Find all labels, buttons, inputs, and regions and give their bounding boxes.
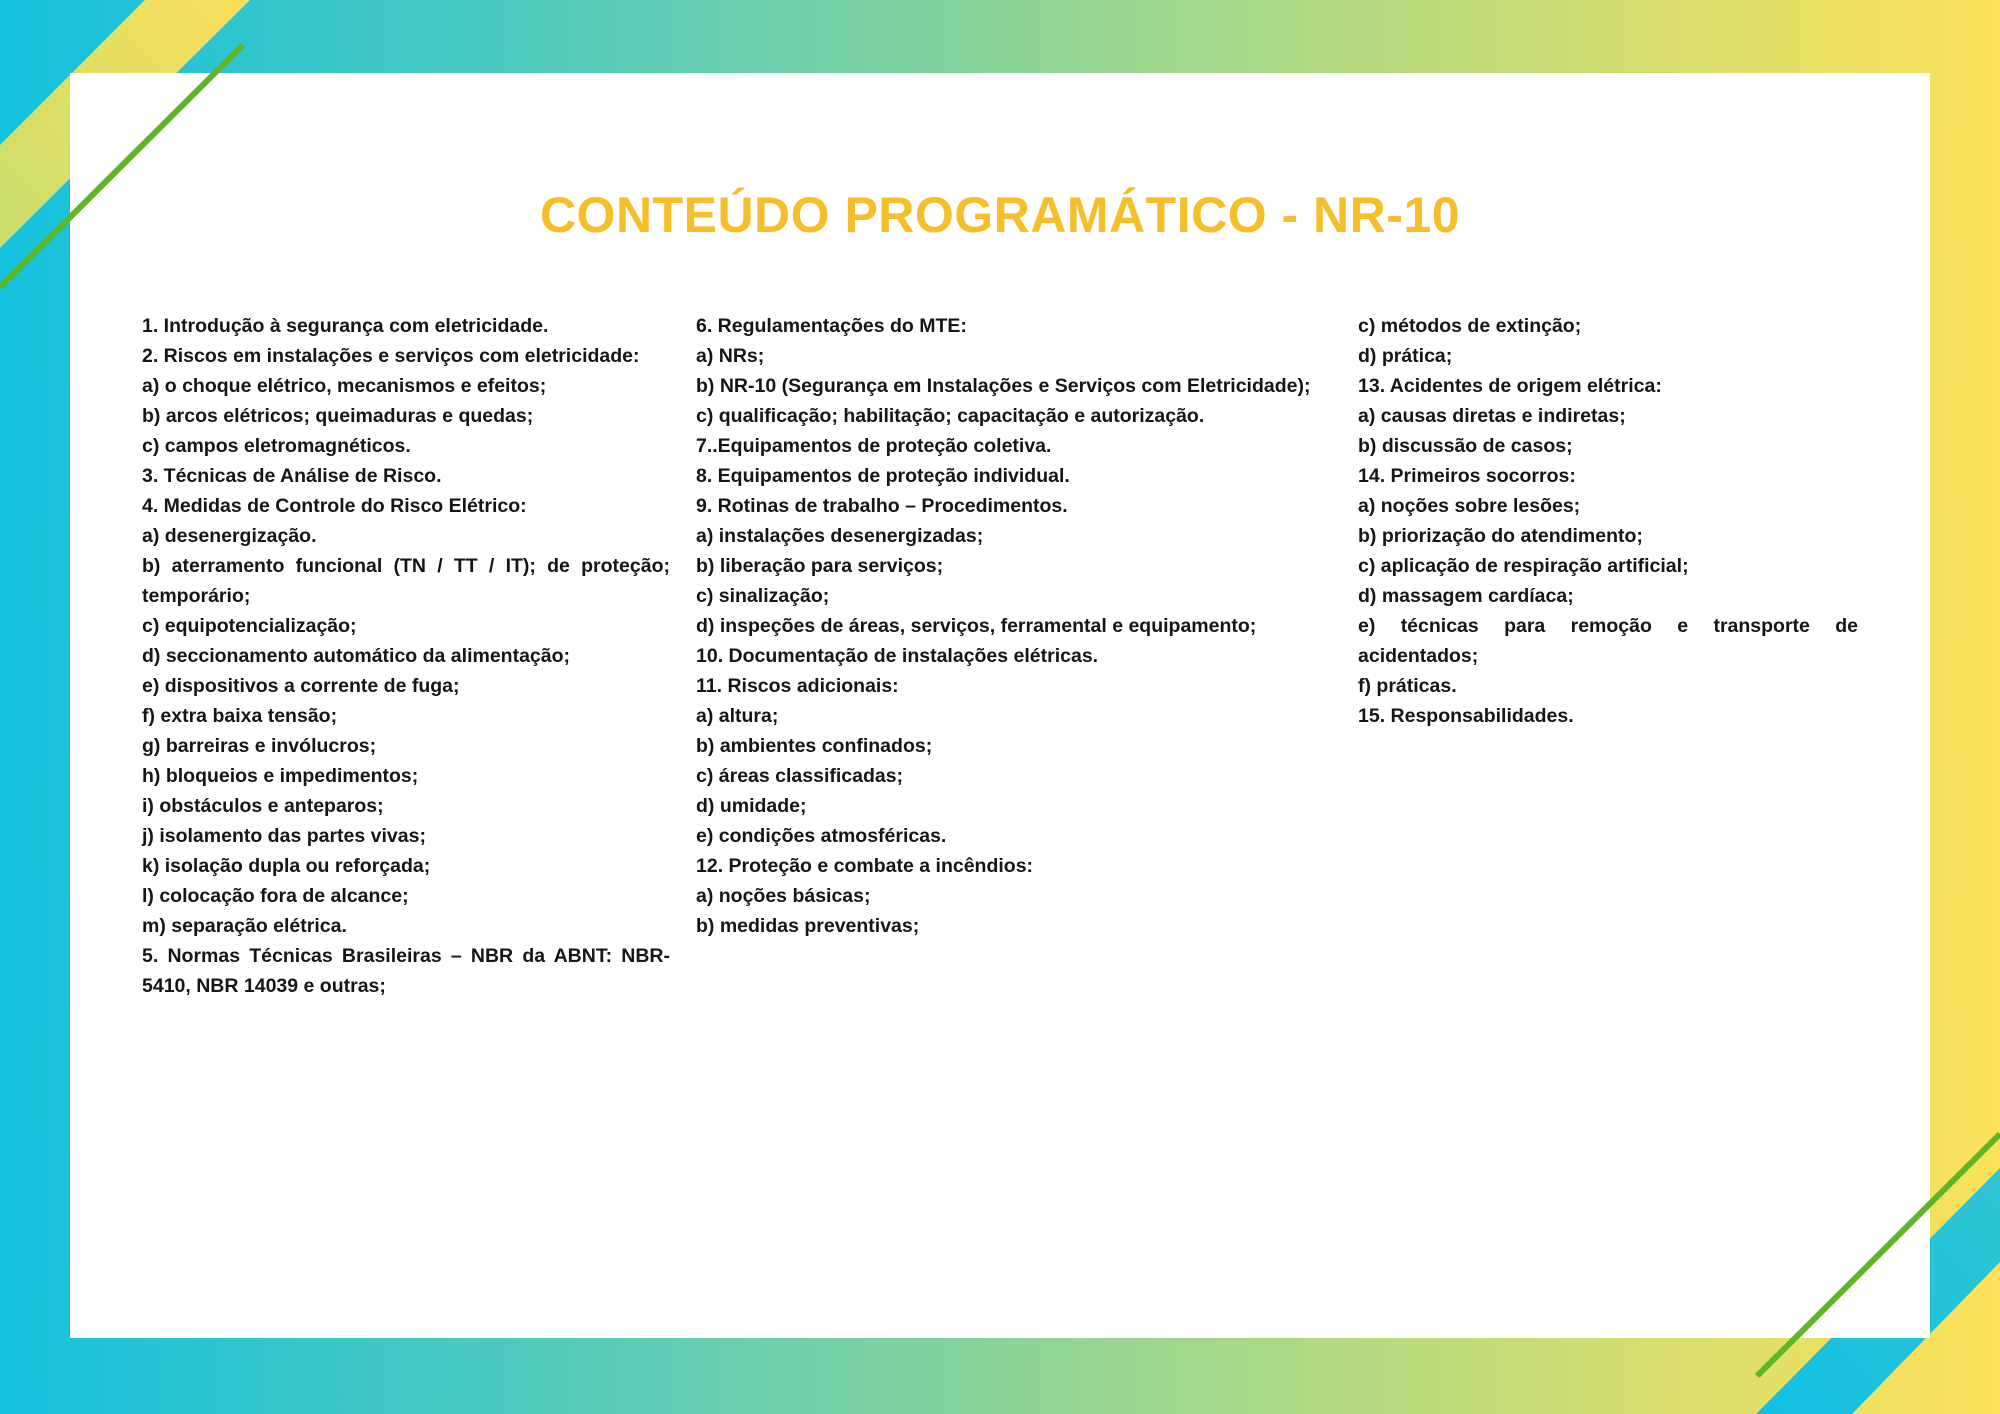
list-item: c) aplicação de respiração artificial; [1358,555,1689,577]
list-item: 2. Riscos em instalações e serviços com eletricidade: [142,345,640,367]
list-item: f) práticas. [1358,675,1457,697]
list-item: c) sinalização; [696,585,830,607]
list-item: b) discussão de casos; [1358,435,1573,457]
list-item: c) métodos de extinção; [1358,315,1582,337]
list-item: e) condições atmosféricas. [696,825,947,847]
list-item: a) causas diretas e indiretas; [1358,405,1626,427]
list-item: d) umidade; [696,795,807,817]
list-item: b) arcos elétricos; queimaduras e quedas; [142,405,534,427]
list-item: c) áreas classificadas; [696,765,904,787]
list-item: b) NR-10 (Segurança em Instalações e Serviços com Eletricidade); [696,375,1311,397]
list-item: a) instalações desenergizadas; [696,525,984,547]
list-item: d) prática; [1358,345,1453,367]
list-item: e) técnicas para remoção e transporte de acidentados; [1358,615,1858,667]
list-item: 6. Regulamentações do MTE: [696,315,967,337]
list-item: k) isolação dupla ou reforçada; [142,855,431,877]
page-title: CONTEÚDO PROGRAMÁTICO - NR-10 [539,187,1461,243]
list-item: 7..Equipamentos de proteção coletiva. [696,435,1052,457]
list-item: 5. Normas Técnicas Brasileiras – NBR da ABNT: NBR-5410, NBR 14039 e outras; [142,945,670,997]
list-item: c) equipotencialização; [142,615,357,637]
list-item: c) qualificação; habilitação; capacitação e autorização. [696,405,1205,427]
top-left-green-line [0,45,243,287]
list-item: 15. Responsabilidades. [1358,705,1574,727]
list-item: b) liberação para serviços; [696,555,944,577]
list-item: l) colocação fora de alcance; [142,885,409,907]
list-item: b) aterramento funcional (TN / TT / IT); de proteção; temporário; [142,555,670,607]
list-item: d) seccionamento automático da alimentação; [142,645,571,667]
list-item: 4. Medidas de Controle do Risco Elétrico: [142,495,527,517]
list-item: a) o choque elétrico, mecanismos e efeitos; [142,375,547,397]
list-item: b) priorização do atendimento; [1358,525,1643,547]
list-item: i) obstáculos e anteparos; [142,795,384,817]
list-item: a) desenergização. [142,525,317,547]
list-item: j) isolamento das partes vivas; [142,825,426,847]
list-item: 14. Primeiros socorros: [1358,465,1576,487]
list-item: 11. Riscos adicionais: [696,675,899,697]
list-item: a) NRs; [696,345,765,367]
list-item: a) noções sobre lesões; [1358,495,1581,517]
list-item: 8. Equipamentos de proteção individual. [696,465,1070,487]
list-item: 13. Acidentes de origem elétrica: [1358,375,1662,397]
list-item: e) dispositivos a corrente de fuga; [142,675,460,697]
list-item: a) noções básicas; [696,885,871,907]
list-item: 1. Introdução à segurança com eletricidade. [142,315,549,337]
list-item: 9. Rotinas de trabalho – Procedimentos. [696,495,1068,517]
list-item: f) extra baixa tensão; [142,705,338,727]
list-item: m) separação elétrica. [142,915,347,937]
bottom-right-green-line [1757,1134,2000,1376]
list-item: d) massagem cardíaca; [1358,585,1574,607]
list-item: a) altura; [696,705,779,727]
list-item: b) ambientes confinados; [696,735,933,757]
list-item: 12. Proteção e combate a incêndios: [696,855,1034,877]
list-item: g) barreiras e invólucros; [142,735,377,757]
list-item: c) campos eletromagnéticos. [142,435,411,457]
list-item: 10. Documentação de instalações elétricas. [696,645,1099,667]
list-item: b) medidas preventivas; [696,915,920,937]
list-item: h) bloqueios e impedimentos; [142,765,419,787]
list-item: d) inspeções de áreas, serviços, ferramental e equipamento; [696,615,1257,637]
list-item: 3. Técnicas de Análise de Risco. [142,465,442,487]
